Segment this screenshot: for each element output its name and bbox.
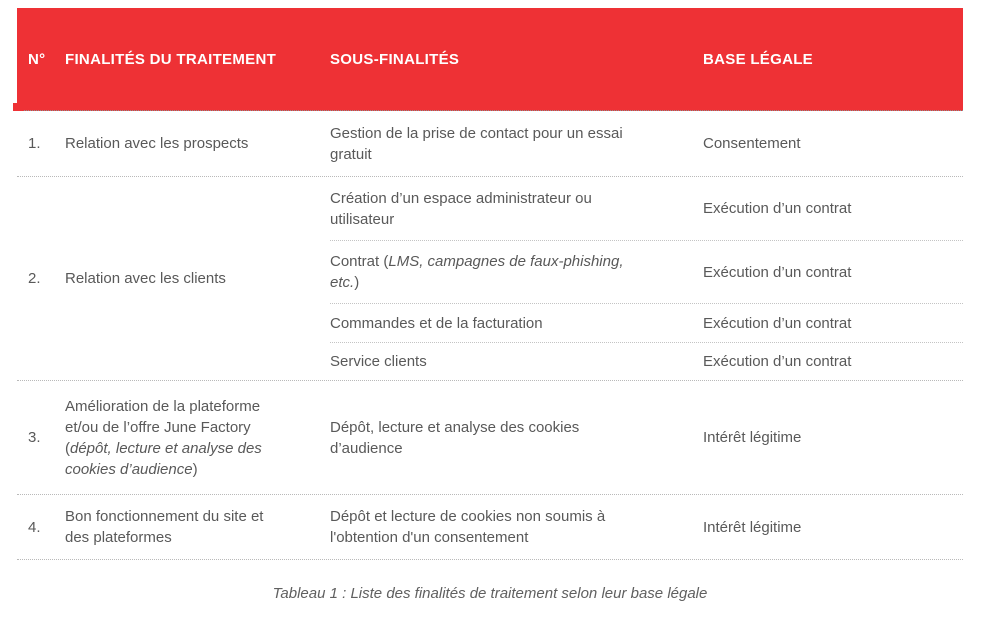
header-left-border-notch — [13, 103, 23, 111]
row2-finalite — [65, 268, 330, 289]
row3-finalite-pre: Amélioration de la plateforme et/ou de l’offre June Factory ( — [65, 397, 261, 457]
row2b-sous-post: ) — [354, 274, 360, 291]
row1-sous-finalite — [330, 123, 703, 165]
row4-numero: 4. — [28, 518, 41, 536]
header-cell-base-legale: BASE LÉGALE — [703, 50, 813, 68]
row2-subrow-commandes — [330, 303, 963, 342]
row2b-sous-finalite-text — [330, 253, 624, 291]
row1-finalite-text: Relation avec les prospects — [65, 135, 249, 152]
row4-finalite-text: Bon fonctionnement du site et des plateformes — [65, 508, 264, 546]
row2c-sous-finalite-text: Commandes et de la facturation — [330, 314, 543, 332]
row2-subrow-service-clients — [330, 342, 963, 380]
header-cell-numero: N° — [28, 50, 46, 68]
row1-numero: 1. — [28, 135, 41, 152]
row2-numero: 2. — [28, 270, 41, 287]
row2b-base-legale-text: Exécution d’un contrat — [703, 263, 852, 281]
row1-base-legale — [703, 133, 963, 154]
row2b-sous-pre: Contrat ( — [330, 253, 389, 270]
header-cell-sous-finalites: SOUS-FINALITÉS — [330, 50, 460, 68]
row2-finalite-text: Relation avec les clients — [65, 270, 226, 287]
row2c-base-legale-text: Exécution d’un contrat — [703, 314, 852, 332]
row4-sous-finalite-text: Dépôt et lecture de cookies non soumis à l'obtention d'un consentement — [330, 508, 606, 546]
table-row-4 — [17, 495, 963, 560]
row1-sous-finalite-text: Gestion de la prise de contact pour un essai gratuit — [330, 124, 623, 163]
row2d-sous-finalite-text: Service clients — [330, 353, 427, 370]
row2d-base-legale-text: Exécution d’un contrat — [703, 353, 852, 370]
table-row-1 — [17, 111, 963, 177]
table-caption: Tableau 1 : Liste des finalités de traitement selon leur base légale — [272, 585, 708, 602]
row2a-base-legale — [703, 198, 963, 219]
table-header-row — [17, 8, 963, 111]
row3-sous-finalite — [330, 417, 703, 459]
row2a-base-legale-text: Exécution d’un contrat — [703, 200, 852, 217]
row1-finalite — [65, 133, 330, 154]
row3-base-legale-text: Intérêt légitime — [703, 429, 802, 446]
row2-subrow-creation-espace — [330, 177, 963, 240]
row2a-sous-finalite — [330, 188, 703, 230]
row3-finalite — [65, 396, 330, 480]
row3-sous-finalite-text: Dépôt, lecture et analyse des cookies d’audience — [330, 418, 580, 457]
row2b-base-legale — [703, 262, 963, 283]
table-row-3 — [17, 381, 963, 495]
row2-subrows — [330, 177, 963, 380]
row3-finalite-text — [65, 398, 262, 478]
row2d-base-legale — [703, 351, 963, 372]
row4-finalite — [65, 506, 330, 548]
row3-finalite-italic: dépôt, lecture et analyse des cookies d’audience — [65, 439, 262, 478]
row4-base-legale-text: Intérêt légitime — [703, 518, 802, 536]
row4-base-legale — [703, 517, 963, 538]
row2c-sous-finalite — [330, 313, 703, 334]
row2a-sous-finalite-text: Création d’un espace administrateur ou utilisateur — [330, 189, 592, 228]
row2d-sous-finalite — [330, 351, 703, 372]
row1-base-legale-text: Consentement — [703, 135, 801, 152]
row3-base-legale — [703, 427, 963, 448]
row2b-sous-italic: LMS, campagnes de faux-phishing, etc. — [330, 253, 624, 291]
header-cell-finalites: FINALITÉS DU TRAITEMENT — [65, 50, 277, 68]
row3-numero: 3. — [28, 429, 41, 446]
table-row-2 — [17, 177, 963, 381]
row2c-base-legale — [703, 313, 963, 334]
row2-subrow-contrat — [330, 240, 963, 303]
finalites-table — [17, 8, 963, 560]
row2b-sous-finalite — [330, 251, 703, 293]
row4-sous-finalite — [330, 506, 703, 548]
row3-finalite-post: ) — [192, 460, 198, 478]
